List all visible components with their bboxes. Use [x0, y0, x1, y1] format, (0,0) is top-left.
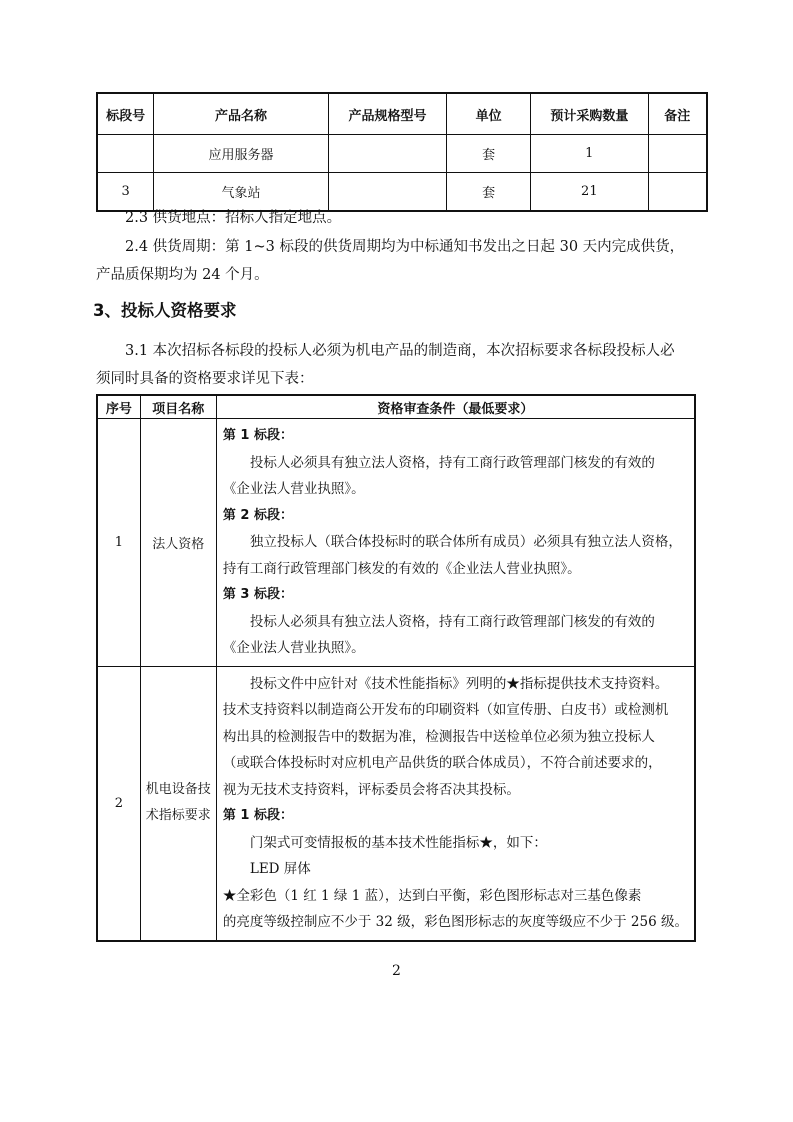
cell-requirements — [216, 419, 695, 667]
requirement-line: 第 2 标段： — [222, 507, 293, 523]
header-serial-no: 序号 — [97, 395, 140, 419]
cell-unit: 套 — [447, 173, 531, 212]
cell-section-no — [97, 135, 154, 173]
requirement-line: 的亮度等级控制应不少于 32 级，彩色图形标志的灰度等级应不少于 256 级。 — [222, 914, 688, 930]
cell-requirements — [216, 666, 695, 941]
table-row — [97, 419, 695, 667]
requirement-line: 《企业法人营业执照》。 — [222, 481, 365, 497]
requirement-line: LED 屏体 — [249, 861, 311, 877]
requirement-line: 持有工商行政管理部门核发的有效的《企业法人营业执照》。 — [222, 560, 581, 577]
cell-spec-model — [328, 173, 447, 212]
cell-product-name: 气象站 — [154, 173, 328, 212]
cell-quantity: 1 — [531, 135, 649, 173]
product-table — [96, 92, 708, 212]
cell-remark — [648, 135, 707, 173]
requirement-line: 投标人必须具有独立法人资格，持有工商行政管理部门核发的有效的 — [249, 454, 655, 471]
paragraph-2-4-line2: 产品质保期均为 24 个月。 — [96, 267, 269, 283]
table-row — [97, 135, 707, 173]
requirement-line: ★全彩色（1 红 1 绿 1 蓝），达到白平衡，彩色图形标志对三基色像素 — [222, 887, 642, 904]
requirement-line: 第 1 标段： — [222, 808, 293, 823]
requirement-line: 投标人必须具有独立法人资格，持有工商行政管理部门核发的有效的 — [249, 613, 655, 630]
cell-unit: 套 — [447, 135, 531, 173]
cell-quantity: 21 — [531, 173, 649, 212]
requirement-line: 《企业法人营业执照》。 — [222, 640, 365, 656]
requirement-line: 门架式可变情报板的基本技术性能指标★，如下： — [249, 834, 547, 851]
cell-section-no: 3 — [97, 173, 154, 212]
header-item-name: 项目名称 — [140, 395, 216, 419]
cell-serial-no: 1 — [97, 419, 140, 667]
header-unit: 单位 — [447, 93, 531, 135]
requirement-line: 独立投标人（联合体投标时的联合体所有成员）必须具有独立法人资格， — [249, 534, 682, 550]
qualification-table-header — [97, 395, 695, 419]
requirement-line: 第 1 标段： — [222, 428, 293, 443]
paragraph-2-3: 2.3 供货地点：招标人指定地点。 — [125, 210, 342, 226]
header-requirements: 资格审查条件（最低要求） — [216, 395, 695, 419]
cell-remark — [648, 173, 707, 212]
item-name-line: 机电设备技 — [145, 782, 211, 797]
cell-serial-no: 2 — [97, 666, 140, 941]
header-remark: 备注 — [648, 93, 707, 135]
item-name-line: 术指标要求 — [145, 808, 211, 823]
header-quantity: 预计采购数量 — [531, 93, 649, 135]
requirement-line: 技术支持资料以制造商公开发布的印刷资料（如宣传册、白皮书）或检测机 — [222, 702, 669, 718]
table-row — [97, 666, 695, 941]
qualification-table — [96, 394, 696, 942]
cell-item-name — [140, 666, 216, 941]
requirement-line: （或联合体投标时对应机电产品供货的联合体成员），不符合前述要求的， — [222, 755, 662, 771]
requirement-line: 投标文件中应针对《技术性能指标》列明的★指标提供技术支持资料。 — [249, 675, 669, 692]
cell-spec-model — [328, 135, 447, 173]
paragraph-3-1-line2: 须同时具备的资格要求详见下表： — [96, 371, 314, 387]
cell-product-name: 应用服务器 — [154, 135, 328, 173]
page-number: 2 — [392, 963, 401, 979]
requirement-line: 第 3 标段： — [222, 587, 293, 602]
paragraph-2-4-line1: 2.4 供货周期：第 1~3 标段的供货周期均为中标通知书发出之日起 30 天内完成供货， — [125, 239, 685, 255]
requirement-line: 视为无技术支持资料，评标委员会将否决其投标。 — [222, 781, 520, 798]
header-spec-model: 产品规格型号 — [328, 93, 447, 135]
cell-item-name: 法人资格 — [140, 419, 216, 667]
paragraph-3-1-line1: 3.1 本次招标各标段的投标人必须为机电产品的制造商，本次招标要求各标段投标人必 — [125, 343, 675, 359]
section-3-heading: 3、投标人资格要求 — [93, 301, 237, 320]
requirement-line: 构出具的检测报告中的数据为准，检测报告中送检单位必须为独立投标人 — [222, 728, 655, 745]
header-product-name: 产品名称 — [154, 93, 328, 135]
header-section-no: 标段号 — [97, 93, 154, 135]
product-table-header — [97, 93, 707, 135]
